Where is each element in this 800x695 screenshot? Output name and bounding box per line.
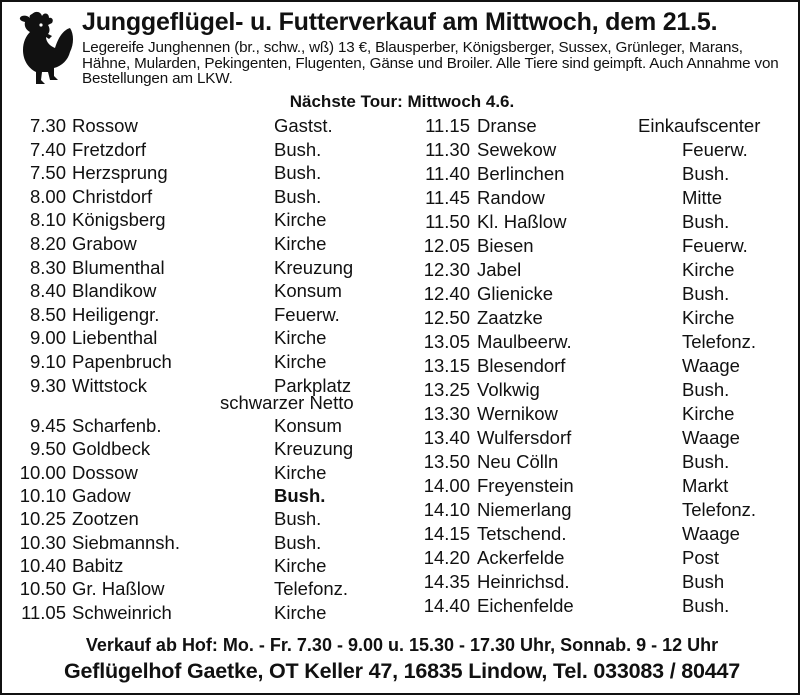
stop-location: Gastst.: [274, 115, 333, 136]
stop-time: 13.40: [423, 427, 470, 448]
stop-place: Blumenthal: [72, 256, 165, 278]
stop-time: 7.30: [29, 115, 66, 136]
schedule-row: [10, 162, 424, 184]
stop-location: Feuerw.: [682, 139, 748, 160]
stop-location: Kirche: [274, 327, 327, 349]
schedule-row: [417, 235, 800, 257]
stop-time: 14.35: [423, 571, 470, 592]
stop-time: 9.30: [29, 374, 66, 396]
stop-location: Waage: [682, 523, 740, 544]
schedule-row: [10, 578, 424, 600]
schedule-row: [417, 595, 800, 617]
stop-time: 14.15: [423, 523, 470, 544]
stop-time: 9.50: [29, 438, 66, 460]
stop-place: Kl. Haßlow: [477, 211, 567, 232]
schedule-row: [10, 462, 424, 484]
stop-time: 12.50: [423, 307, 470, 328]
stop-place: Heinrichsd.: [477, 571, 570, 592]
stop-place: Blesendorf: [477, 355, 566, 376]
schedule-row: [10, 233, 424, 255]
stop-time: 10.30: [19, 531, 66, 553]
stop-location: Konsum: [274, 415, 342, 436]
stop-location: Feuerw.: [682, 235, 748, 256]
stop-location: Bush.: [682, 379, 730, 400]
schedule-row: [10, 257, 424, 279]
stop-time: 13.50: [423, 451, 470, 472]
stop-time: 13.15: [423, 355, 470, 376]
stop-place: Goldbeck: [72, 438, 151, 460]
stop-time: 14.10: [423, 499, 470, 520]
stop-place: Blandikow: [72, 280, 157, 302]
stop-time: 8.10: [29, 209, 66, 231]
schedule-row: [10, 485, 424, 507]
stop-place: Rossow: [72, 115, 138, 136]
stop-place: Niemerlang: [477, 499, 572, 520]
schedule-row: [10, 415, 424, 437]
stop-location: Kirche: [274, 601, 327, 623]
stop-place: Freyenstein: [477, 475, 574, 496]
stop-place: Heiligengr.: [72, 303, 160, 325]
stop-time: 14.40: [423, 595, 470, 616]
stop-time: 8.00: [29, 185, 66, 207]
stop-time: 13.25: [423, 379, 470, 400]
stop-location: Bush.: [682, 211, 730, 232]
stop-place: Dranse: [477, 115, 537, 136]
stop-time: 11.15: [425, 115, 470, 136]
stop-place: Wittstock: [72, 374, 148, 396]
stop-location: Bush.: [682, 595, 730, 616]
stop-location: Bush.: [682, 163, 730, 184]
stop-time: 9.10: [29, 351, 66, 372]
stop-location: Kirche: [682, 259, 735, 280]
stop-place: Fretzdorf: [72, 138, 147, 160]
stop-place: Sewekow: [477, 139, 557, 160]
schedule-row: [417, 283, 800, 305]
stop-place: Herzsprung: [72, 162, 168, 184]
stop-time: 8.50: [29, 303, 66, 325]
stop-place: Gadow: [72, 485, 131, 507]
schedule-row: [10, 209, 424, 231]
stop-place: Zaatzke: [477, 307, 543, 328]
schedule-row: [417, 163, 800, 185]
schedule-row: [417, 523, 800, 545]
schedule-row: [417, 475, 800, 497]
schedule-row: [10, 280, 424, 302]
schedule-row: [10, 327, 424, 349]
schedule-row: [417, 355, 800, 377]
schedule-row: [417, 115, 800, 137]
stop-location: Waage: [682, 427, 740, 448]
schedule-row: [10, 532, 424, 554]
stop-place: Dossow: [72, 461, 138, 483]
stop-place: Tetschend.: [477, 523, 567, 544]
stop-time: 8.40: [29, 280, 66, 302]
schedule-row: [10, 186, 424, 208]
stop-location: Einkaufscenter: [638, 115, 761, 136]
stop-location: Waage: [682, 355, 740, 376]
stop-time: 10.10: [19, 485, 66, 507]
stop-place: Maulbeerw.: [477, 331, 572, 352]
schedule-row: [10, 508, 424, 530]
schedule-row: [10, 555, 424, 577]
stop-place: Berlinchen: [477, 163, 565, 184]
stop-time: 14.00: [423, 475, 470, 496]
stop-location: Kreuzung: [274, 256, 354, 278]
schedule-row: [417, 331, 800, 353]
stop-time: 10.40: [19, 555, 66, 577]
stop-time: 13.30: [423, 403, 470, 424]
stop-place: Randow: [477, 187, 545, 208]
stop-place: Papenbruch: [72, 351, 172, 372]
schedule-row: [417, 547, 800, 569]
schedule-row: [417, 427, 800, 449]
stop-time: 7.40: [29, 138, 66, 160]
stop-place: Eichenfelde: [477, 595, 574, 616]
stop-place: Ackerfelde: [477, 547, 565, 568]
stop-place: Königsberg: [72, 209, 166, 231]
stop-place: Volkwig: [477, 379, 540, 400]
stop-time: 11.40: [425, 163, 470, 184]
stop-location: Kirche: [274, 233, 327, 254]
stop-place: Liebenthal: [72, 327, 158, 349]
schedule-row: [10, 139, 424, 161]
schedule-row: [10, 351, 424, 373]
stop-time: 9.00: [29, 327, 66, 349]
stop-place: Scharfenb.: [72, 415, 162, 436]
stop-location: Bush.: [274, 138, 322, 160]
stop-location: Bush: [682, 571, 725, 592]
stop-location: Kirche: [274, 351, 327, 372]
schedule-row: [417, 571, 800, 593]
stop-time: 11.50: [425, 211, 470, 232]
stop-place: Schweinrich: [72, 601, 172, 623]
ad-title: Junggeflügel- u. Futterverkauf am Mittwoch, dem 21.5.: [82, 8, 718, 36]
stop-time: 11.05: [21, 601, 66, 623]
schedule-row: [417, 379, 800, 401]
stop-place: Grabow: [72, 233, 137, 254]
stop-place: Siebmannsh.: [72, 531, 180, 553]
stop-location: Bush.: [274, 508, 322, 530]
stop-time: 12.05: [423, 235, 470, 256]
schedule-row: [417, 187, 800, 209]
stop-time: 14.20: [423, 547, 470, 568]
stop-location: Bush.: [274, 185, 322, 207]
stop-location: Bush.: [682, 283, 730, 304]
schedule-row: [417, 259, 800, 281]
stop-location: Telefonz.: [682, 499, 757, 520]
stop-place: Biesen: [477, 235, 534, 256]
stop-location: Feuerw.: [274, 303, 340, 325]
stop-location: Mitte: [682, 187, 723, 208]
next-tour: Nächste Tour: Mittwoch 4.6.: [289, 92, 515, 111]
stop-location: Bush.: [682, 451, 730, 472]
stop-time: 10.00: [19, 461, 66, 483]
stop-location: Post: [682, 547, 720, 568]
schedule-row: [417, 211, 800, 233]
stop-location: Markt: [682, 475, 729, 496]
schedule-row: [10, 438, 424, 460]
stop-place: Wulfersdorf: [477, 427, 572, 448]
stop-place: Jabel: [477, 259, 522, 280]
stop-location: Konsum: [274, 280, 342, 302]
stop-location: Kirche: [682, 403, 735, 424]
stop-time: 7.50: [29, 162, 66, 184]
stop-time: 11.45: [425, 187, 470, 208]
stop-location: Bush.: [274, 531, 322, 553]
schedule-row: [10, 304, 424, 326]
stop-place: Babitz: [72, 555, 124, 577]
schedule-row: [417, 139, 800, 161]
stop-time: 13.05: [423, 331, 470, 352]
stop-time: 9.45: [29, 415, 66, 436]
schedule-row: [10, 115, 424, 137]
stop-time: 10.25: [19, 508, 66, 530]
schedule-row: [10, 602, 424, 624]
schedule-row: [417, 307, 800, 329]
stop-place: Glienicke: [477, 283, 554, 304]
stop-location: Telefonz.: [682, 331, 757, 352]
stop-time: 11.30: [425, 139, 470, 160]
stop-location: Kreuzung: [274, 438, 354, 460]
stop-location: Bush.: [274, 162, 322, 184]
stop-time: 8.20: [29, 233, 66, 254]
ad-description: Legereife Junghennen (br., schw., wß) 13 €, Blausperber, Königsberger, Sussex, Grünleger, Marans, Hähne, Mularden, Pekingenten, Flugenten, Gänse und Broiler. Alle Tiere sind geimpft. Auch Annahme von Bestellungen am LKW.: [82, 39, 779, 87]
stop-location: Kirche: [274, 461, 327, 483]
stop-location: Kirche: [274, 209, 327, 231]
stop-location: Kirche: [682, 307, 735, 328]
stop-place: Gr. Haßlow: [72, 578, 165, 600]
farm-address: Geflügelhof Gaetke, OT Keller 47, 16835 Lindow, Tel. 033083 / 80447: [63, 659, 741, 683]
stop-time: 12.30: [423, 259, 470, 280]
stop-location: Parkplatz: [274, 374, 352, 396]
schedule-row: [417, 403, 800, 425]
stop-time: 12.40: [423, 283, 470, 304]
wittstock-location-note: schwarzer Netto: [220, 392, 354, 413]
schedule-row: [417, 451, 800, 473]
stop-location: Bush.: [274, 485, 326, 507]
schedule-row: [417, 499, 800, 521]
stop-place: Christdorf: [72, 185, 153, 207]
stop-time: 10.50: [19, 578, 66, 600]
stop-location: Kirche: [274, 555, 327, 577]
stop-place: Neu Cölln: [477, 451, 559, 472]
stop-place: Zootzen: [72, 508, 139, 530]
farm-opening-hours: Verkauf ab Hof: Mo. - Fr. 7.30 - 9.00 u. 15.30 - 17.30 Uhr, Sonnab. 9 - 12 Uhr: [85, 635, 719, 655]
stop-location: Telefonz.: [274, 578, 349, 600]
stop-place: Wernikow: [477, 403, 558, 424]
stop-time: 8.30: [29, 256, 66, 278]
schedule-row: [10, 375, 424, 397]
rooster-icon: [8, 10, 76, 90]
